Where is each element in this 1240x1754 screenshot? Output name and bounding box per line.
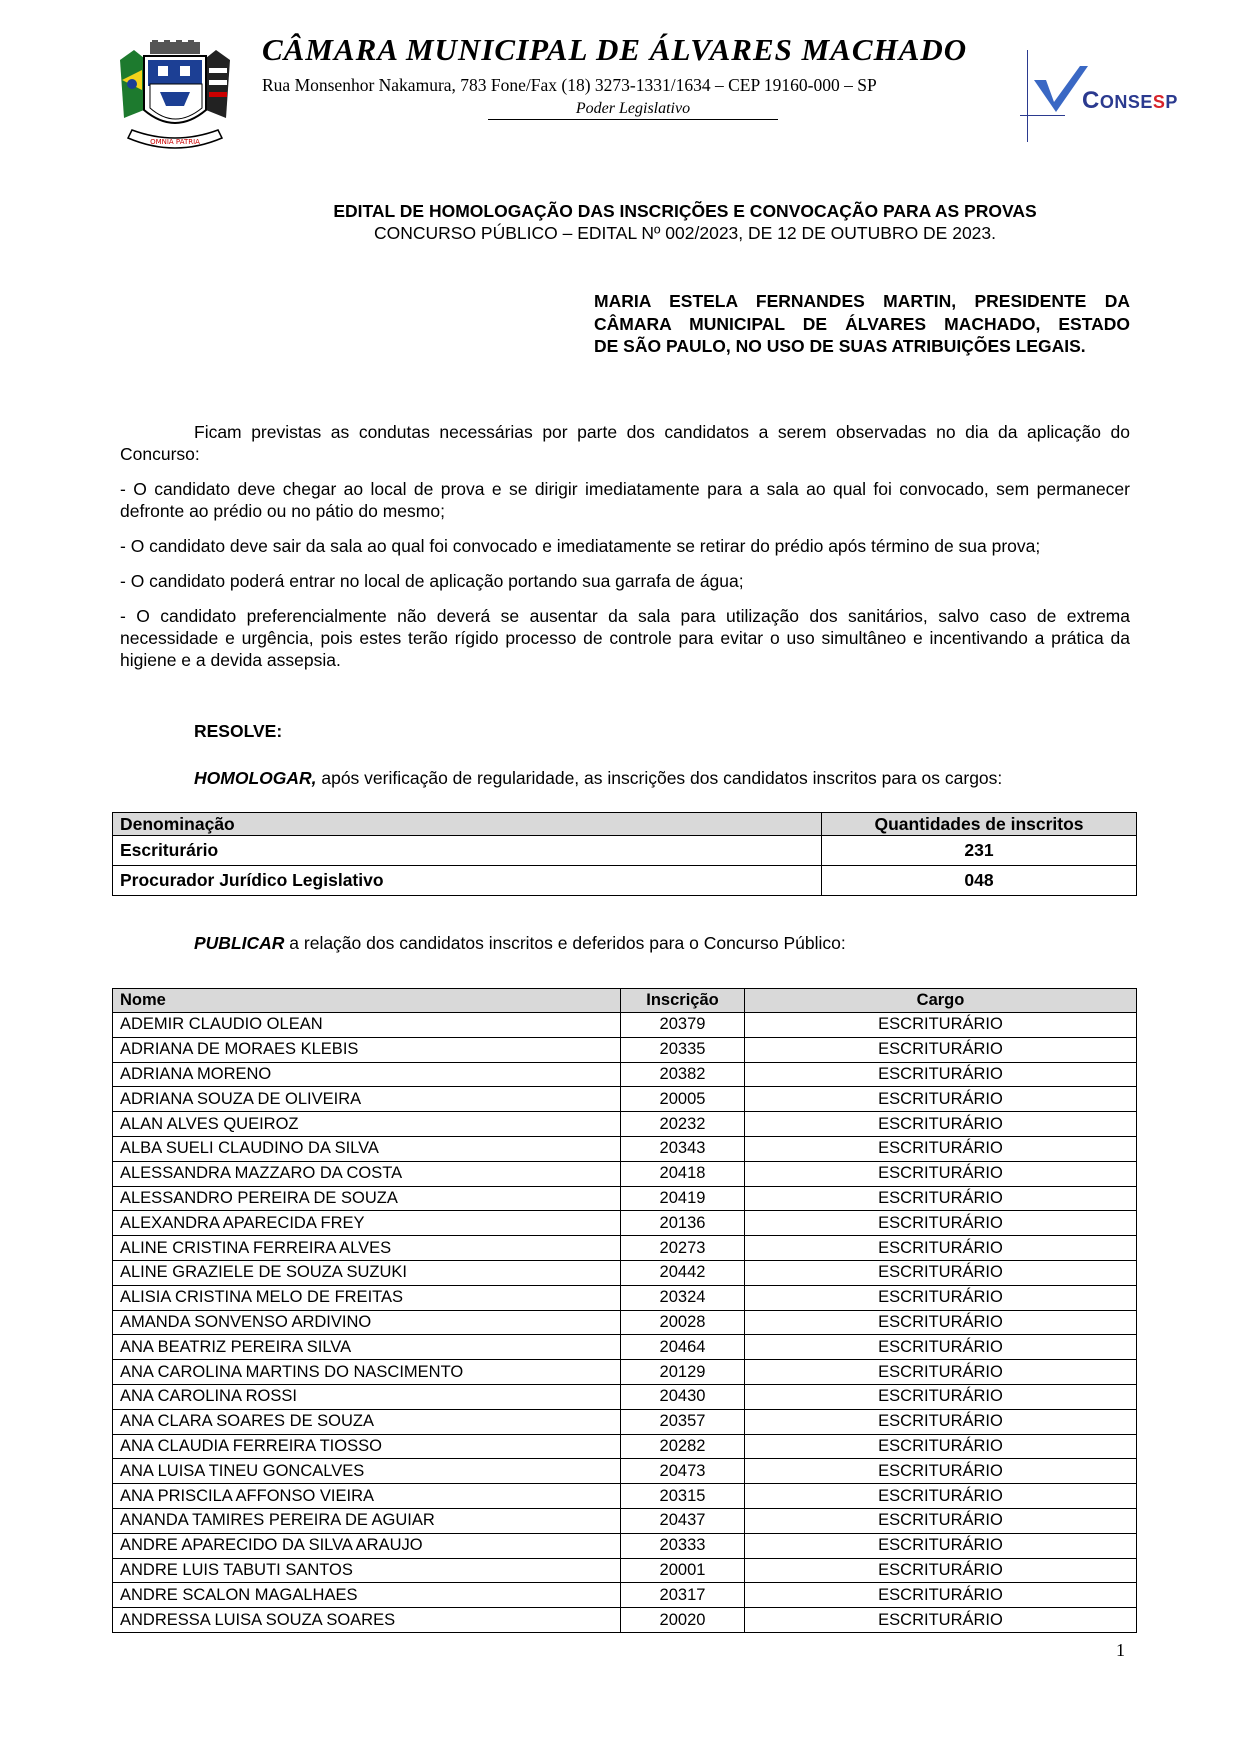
candidate-inscricao: 20430 (621, 1384, 745, 1409)
authority-line: MARIA ESTELA FERNANDES MARTIN, PRESIDENTE DA (594, 291, 1130, 311)
header-denominacao: Denominação (113, 813, 822, 836)
candidate-cargo: ESCRITURÁRIO (745, 1211, 1137, 1236)
candidate-inscricao: 20333 (621, 1533, 745, 1558)
cargo-name: Escriturário (113, 836, 822, 866)
table-row (113, 1384, 1137, 1409)
resolve-heading: RESOLVE: (194, 721, 283, 741)
candidate-name: ANA CAROLINA ROSSI (113, 1384, 621, 1409)
table-row (113, 1360, 1137, 1385)
candidate-cargo: ESCRITURÁRIO (745, 1484, 1137, 1509)
cargo-count: 231 (822, 836, 1137, 866)
candidate-inscricao: 20419 (621, 1186, 745, 1211)
edital-subtitle: CONCURSO PÚBLICO – EDITAL Nº 002/2023, DE 12 DE OUTUBRO DE 2023. (373, 223, 997, 243)
publicar-paragraph: PUBLICAR a relação dos candidatos inscritos e deferidos para o Concurso Público: (194, 933, 846, 953)
candidate-inscricao: 20315 (621, 1484, 745, 1509)
header-quantidade: Quantidades de inscritos (822, 813, 1137, 836)
candidate-cargo: ESCRITURÁRIO (745, 1186, 1137, 1211)
candidate-cargo: ESCRITURÁRIO (745, 1384, 1137, 1409)
candidates-table-body (113, 1013, 1137, 1633)
table-row (113, 1186, 1137, 1211)
candidate-name: ADRIANA DE MORAES KLEBIS (113, 1037, 621, 1062)
candidate-name: ALESSANDRO PEREIRA DE SOUZA (113, 1186, 621, 1211)
candidate-inscricao: 20282 (621, 1434, 745, 1459)
candidate-cargo: ESCRITURÁRIO (745, 1236, 1137, 1261)
consesp-divider (1027, 50, 1028, 142)
candidate-cargo: ESCRITURÁRIO (745, 1459, 1137, 1484)
candidate-name: ANA CAROLINA MARTINS DO NASCIMENTO (113, 1360, 621, 1385)
cargo-name: Procurador Jurídico Legislativo (113, 866, 822, 896)
header-nome: Nome (113, 989, 621, 1013)
candidate-inscricao: 20382 (621, 1062, 745, 1087)
table-row (113, 1409, 1137, 1434)
table-row (113, 1484, 1137, 1509)
candidate-inscricao: 20357 (621, 1409, 745, 1434)
table-row (113, 1112, 1137, 1137)
rule-paragraph: - O candidato deve chegar ao local de prova e se dirigir imediatamente para a sala ao qual foi convocado, sem permanecer defronte ao prédio ou no pátio do mesmo; (120, 479, 1130, 521)
table-row (113, 1087, 1137, 1112)
candidates-table-header (113, 989, 1137, 1013)
candidate-cargo: ESCRITURÁRIO (745, 1508, 1137, 1533)
authority-line: CÂMARA MUNICIPAL DE ÁLVARES MACHADO, ESTADO (594, 313, 1130, 334)
candidate-inscricao: 20418 (621, 1161, 745, 1186)
candidate-name: ANA PRISCILA AFFONSO VIEIRA (113, 1484, 621, 1509)
table-row (113, 1260, 1137, 1285)
candidate-cargo: ESCRITURÁRIO (745, 1037, 1137, 1062)
consesp-logo-text: CONSESP (1082, 87, 1178, 114)
candidate-name: ADRIANA SOUZA DE OLIVEIRA (113, 1087, 621, 1112)
candidate-inscricao: 20437 (621, 1508, 745, 1533)
candidate-cargo: ESCRITURÁRIO (745, 1558, 1137, 1583)
summary-row (113, 866, 1137, 896)
candidates-table (112, 988, 1137, 1633)
candidate-inscricao: 20136 (621, 1211, 745, 1236)
candidate-cargo: ESCRITURÁRIO (745, 1409, 1137, 1434)
candidate-name: ANA CLAUDIA FERREIRA TIOSSO (113, 1434, 621, 1459)
svg-text:OMNIA PATRIA: OMNIA PATRIA (150, 138, 200, 146)
cargo-count: 048 (822, 866, 1137, 896)
candidate-name: ALISIA CRISTINA MELO DE FREITAS (113, 1285, 621, 1310)
candidate-inscricao: 20442 (621, 1260, 745, 1285)
municipal-crest-icon (114, 40, 236, 158)
rule-paragraph: - O candidato poderá entrar no local de aplicação portando sua garrafa de água; (120, 571, 744, 591)
candidate-cargo: ESCRITURÁRIO (745, 1583, 1137, 1608)
table-row (113, 1062, 1137, 1087)
candidate-cargo: ESCRITURÁRIO (745, 1310, 1137, 1335)
table-row (113, 1310, 1137, 1335)
candidate-name: ANA LUISA TINEU GONCALVES (113, 1459, 621, 1484)
table-row (113, 1583, 1137, 1608)
candidate-name: ALEXANDRA APARECIDA FREY (113, 1211, 621, 1236)
candidate-cargo: ESCRITURÁRIO (745, 1533, 1137, 1558)
candidate-inscricao: 20379 (621, 1013, 745, 1038)
org-address: Rua Monsenhor Nakamura, 783 Fone/Fax (18) 3273-1331/1634 – CEP 19160-000 – SP (262, 75, 877, 95)
candidate-inscricao: 20020 (621, 1608, 745, 1633)
candidate-inscricao: 20232 (621, 1112, 745, 1137)
table-row (113, 1161, 1137, 1186)
candidate-inscricao: 20335 (621, 1037, 745, 1062)
summary-table-header (113, 813, 1137, 836)
candidate-inscricao: 20005 (621, 1087, 745, 1112)
candidate-name: ALAN ALVES QUEIROZ (113, 1112, 621, 1137)
org-title: CÂMARA MUNICIPAL DE ÁLVARES MACHADO (262, 32, 968, 67)
rule-paragraph: - O candidato deve sair da sala ao qual foi convocado e imediatamente se retirar do prédio após término de sua prova; (120, 536, 1041, 556)
table-row (113, 1136, 1137, 1161)
candidate-cargo: ESCRITURÁRIO (745, 1136, 1137, 1161)
candidate-name: ANDRESSA LUISA SOUZA SOARES (113, 1608, 621, 1633)
candidate-cargo: ESCRITURÁRIO (745, 1013, 1137, 1038)
candidate-name: ANA BEATRIZ PEREIRA SILVA (113, 1335, 621, 1360)
authority-line: DE SÃO PAULO, NO USO DE SUAS ATRIBUIÇÕES LEGAIS. (594, 336, 1086, 356)
candidate-name: ADEMIR CLAUDIO OLEAN (113, 1013, 621, 1038)
org-branch: Poder Legislativo (488, 100, 778, 120)
table-row (113, 1013, 1137, 1038)
header-inscricao: Inscrição (621, 989, 745, 1013)
candidate-name: ANDRE APARECIDO DA SILVA ARAUJO (113, 1533, 621, 1558)
table-row (113, 1459, 1137, 1484)
candidate-cargo: ESCRITURÁRIO (745, 1285, 1137, 1310)
summary-table (112, 812, 1137, 896)
candidate-cargo: ESCRITURÁRIO (745, 1335, 1137, 1360)
candidate-name: AMANDA SONVENSO ARDIVINO (113, 1310, 621, 1335)
consesp-check-icon (1030, 62, 1090, 116)
rule-paragraph: - O candidato preferencialmente não deverá se ausentar da sala para utilização dos sanitários, salvo caso de extrema necessidade e urgência, pois estes terão rígido processo de controle para evitar o uso simultâneo e incentivando a prática da higiene e a devida assepsia. (120, 606, 1130, 670)
candidate-name: ANANDA TAMIRES PEREIRA DE AGUIAR (113, 1508, 621, 1533)
candidate-cargo: ESCRITURÁRIO (745, 1608, 1137, 1633)
table-row (113, 1608, 1137, 1633)
candidate-inscricao: 20464 (621, 1335, 745, 1360)
candidate-cargo: ESCRITURÁRIO (745, 1434, 1137, 1459)
table-row (113, 1508, 1137, 1533)
candidate-cargo: ESCRITURÁRIO (745, 1161, 1137, 1186)
candidate-inscricao: 20324 (621, 1285, 745, 1310)
candidate-name: ALESSANDRA MAZZARO DA COSTA (113, 1161, 621, 1186)
table-row (113, 1285, 1137, 1310)
candidate-inscricao: 20473 (621, 1459, 745, 1484)
candidate-cargo: ESCRITURÁRIO (745, 1062, 1137, 1087)
candidate-name: ALINE CRISTINA FERREIRA ALVES (113, 1236, 621, 1261)
table-row (113, 1434, 1137, 1459)
intro-paragraph: Ficam previstas as condutas necessárias por parte dos candidatos a serem observadas no dia da aplicação do Concurso: (120, 422, 1130, 464)
candidate-cargo: ESCRITURÁRIO (745, 1360, 1137, 1385)
table-row (113, 1211, 1137, 1236)
authority-statement (594, 290, 1130, 358)
candidate-cargo: ESCRITURÁRIO (745, 1087, 1137, 1112)
candidate-name: ANDRE SCALON MAGALHAES (113, 1583, 621, 1608)
table-row (113, 1558, 1137, 1583)
candidate-inscricao: 20001 (621, 1558, 745, 1583)
candidate-inscricao: 20343 (621, 1136, 745, 1161)
candidate-name: ALBA SUELI CLAUDINO DA SILVA (113, 1136, 621, 1161)
candidate-name: ADRIANA MORENO (113, 1062, 621, 1087)
edital-title: EDITAL DE HOMOLOGAÇÃO DAS INSCRIÇÕES E CONVOCAÇÃO PARA AS PROVAS (333, 201, 1037, 221)
candidate-inscricao: 20317 (621, 1583, 745, 1608)
homologar-paragraph: HOMOLOGAR, após verificação de regularidade, as inscrições dos candidatos inscritos para os cargos: (194, 768, 1003, 788)
candidate-inscricao: 20273 (621, 1236, 745, 1261)
table-row (113, 1037, 1137, 1062)
candidate-name: ANA CLARA SOARES DE SOUZA (113, 1409, 621, 1434)
candidate-name: ANDRE LUIS TABUTI SANTOS (113, 1558, 621, 1583)
table-row (113, 1533, 1137, 1558)
page-number: 1 (1116, 1640, 1125, 1660)
candidate-name: ALINE GRAZIELE DE SOUZA SUZUKI (113, 1260, 621, 1285)
header-cargo: Cargo (745, 989, 1137, 1013)
candidate-cargo: ESCRITURÁRIO (745, 1260, 1137, 1285)
summary-row (113, 836, 1137, 866)
candidate-inscricao: 20028 (621, 1310, 745, 1335)
table-row (113, 1335, 1137, 1360)
table-row (113, 1236, 1137, 1261)
candidate-cargo: ESCRITURÁRIO (745, 1112, 1137, 1137)
candidate-inscricao: 20129 (621, 1360, 745, 1385)
